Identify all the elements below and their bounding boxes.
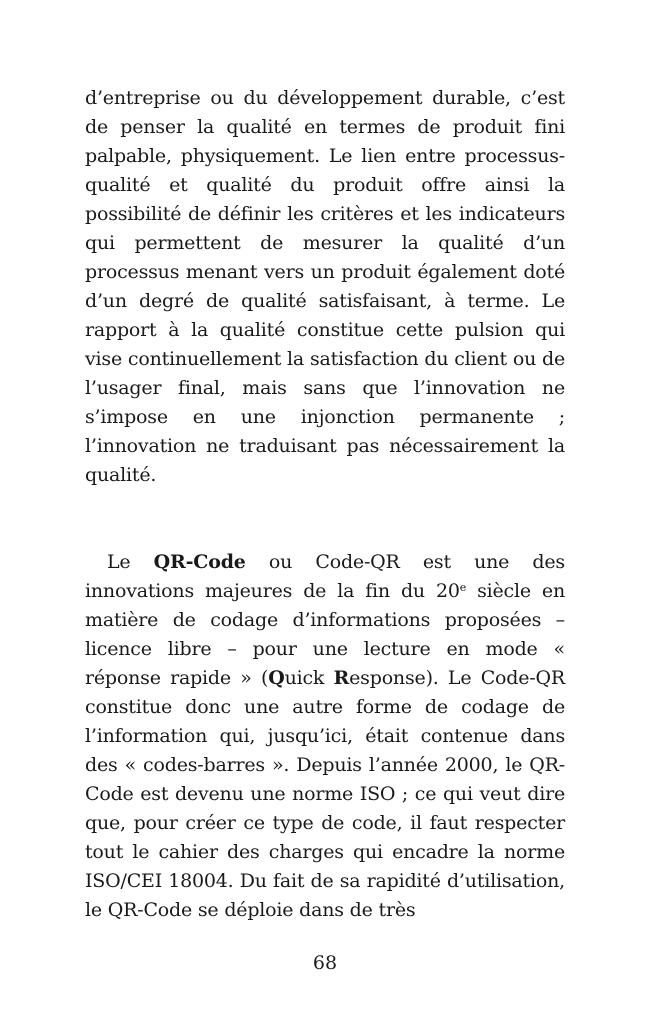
- superscript-e: e: [459, 581, 467, 594]
- text-segment: uick: [284, 667, 334, 689]
- page-number: 68: [312, 952, 338, 974]
- text-segment: esponse). Le Code-QR constitue donc une autre forme de codage de l’information qui, jusqu’ici, était contenue dans des « codes-barres ». Depuis l’année 2000, le QR-Code est devenu une norme ISO ; ce qui veut dire que, pour créer ce type de code, il faut respecter tout le cahier des charges qui encadre la norme ISO/CEI 18004. Du fait de sa rapidité d’utilisation, le QR-Code se déploie dans de très: [85, 667, 565, 921]
- bold-letter-r: R: [333, 667, 350, 689]
- qr-code-term: QR-Code: [153, 551, 246, 573]
- paragraph-quality: d’entreprise ou du développement durable, c’est de penser la qualité en termes de produit fini palpable, physiquement. Le lien entre processus-qualité et qualité du produit offre ainsi la possibilité de définir les critères et les indicateurs qui permettent de mesurer la qualité d’un processus menant vers un produit également doté d’un degré de qualité satisfaisant, à terme. Le rapport à la qualité constitue cette pulsion qui vise continuellement la satisfaction du client ou de l’usager final, mais sans que l’innovation ne s’impose en une injonction permanente ; l’innovation ne traduisant pas nécessairement la qualité.: [85, 87, 565, 486]
- bold-letter-q: Q: [268, 667, 285, 689]
- text-segment: Le: [107, 551, 154, 573]
- paragraph-qr-code: [85, 548, 565, 925]
- page-body: [85, 84, 565, 925]
- text-segment: siècle en matière de codage d’informations proposées – licence libre – pour une lecture en mode « réponse rapide » (: [85, 580, 565, 689]
- text-segment: ou Code-QR est une des innovations majeures de la fin du 20: [85, 551, 565, 602]
